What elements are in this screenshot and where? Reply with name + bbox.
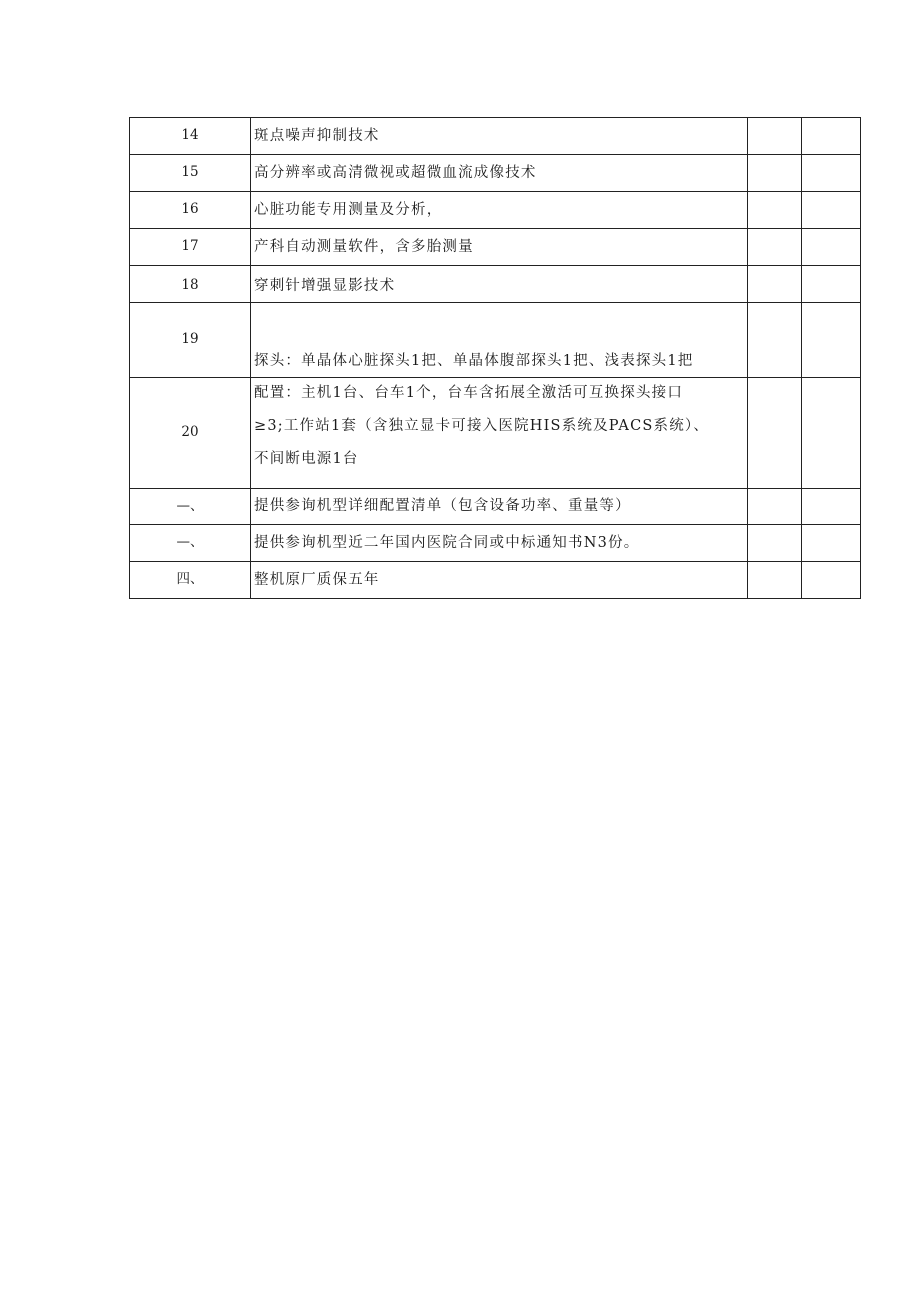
empty-cell [748, 489, 802, 525]
empty-cell [802, 489, 861, 525]
row-number: 17 [130, 229, 251, 266]
table-row [130, 378, 861, 489]
empty-cell [802, 562, 861, 599]
row-number: —、 [130, 489, 251, 525]
row-description: 提供参询机型近二年国内医院合同或中标通知书N3份。 [251, 525, 748, 562]
empty-cell [748, 229, 802, 266]
row-number: 20 [130, 378, 251, 489]
table-row [130, 562, 861, 599]
table-row [130, 192, 861, 229]
row-number: 四、 [130, 562, 251, 599]
table-row [130, 303, 861, 378]
empty-cell [802, 229, 861, 266]
empty-cell [748, 192, 802, 229]
empty-cell [802, 525, 861, 562]
table-row [130, 266, 861, 303]
empty-cell [802, 118, 861, 155]
row-number: 15 [130, 155, 251, 192]
table-row [130, 525, 861, 562]
row-number: 19 [130, 303, 251, 378]
empty-cell [802, 378, 861, 489]
empty-cell [748, 118, 802, 155]
empty-cell [748, 562, 802, 599]
empty-cell [802, 266, 861, 303]
row-number: 18 [130, 266, 251, 303]
description-line: 配置：主机1台、台车1个，台车含拓展全激活可互换探头接口 [254, 385, 684, 401]
row-number: —、 [130, 525, 251, 562]
row-description: 心脏功能专用测量及分析， [251, 192, 748, 229]
table-row [130, 118, 861, 155]
empty-cell [748, 303, 802, 378]
spec-table [129, 117, 861, 599]
row-description: 穿刺针增强显影技术 [251, 266, 748, 303]
table-row [130, 229, 861, 266]
description-line: 不间断电源1台 [254, 451, 359, 467]
empty-cell [802, 155, 861, 192]
row-description: 提供参询机型详细配置清单（包含设备功率、重量等） [251, 489, 748, 525]
empty-cell [748, 525, 802, 562]
row-number: 14 [130, 118, 251, 155]
row-description: 探头：单晶体心脏探头1把、单晶体腹部探头1把、浅表探头1把 [251, 303, 748, 378]
empty-cell [802, 303, 861, 378]
row-number: 16 [130, 192, 251, 229]
row-description: 产科自动测量软件，含多胎测量 [251, 229, 748, 266]
empty-cell [748, 266, 802, 303]
empty-cell [748, 378, 802, 489]
table-row [130, 155, 861, 192]
row-description: 高分辨率或高清微视或超微血流成像技术 [251, 155, 748, 192]
description-line: ≥3;工作站1套（含独立显卡可接入医院HIS系统及PACS系统）、 [254, 418, 710, 434]
empty-cell [748, 155, 802, 192]
empty-cell [802, 192, 861, 229]
table-row [130, 489, 861, 525]
row-description: 斑点噪声抑制技术 [251, 118, 748, 155]
row-description: 整机原厂质保五年 [251, 562, 748, 599]
row-description [251, 378, 748, 489]
